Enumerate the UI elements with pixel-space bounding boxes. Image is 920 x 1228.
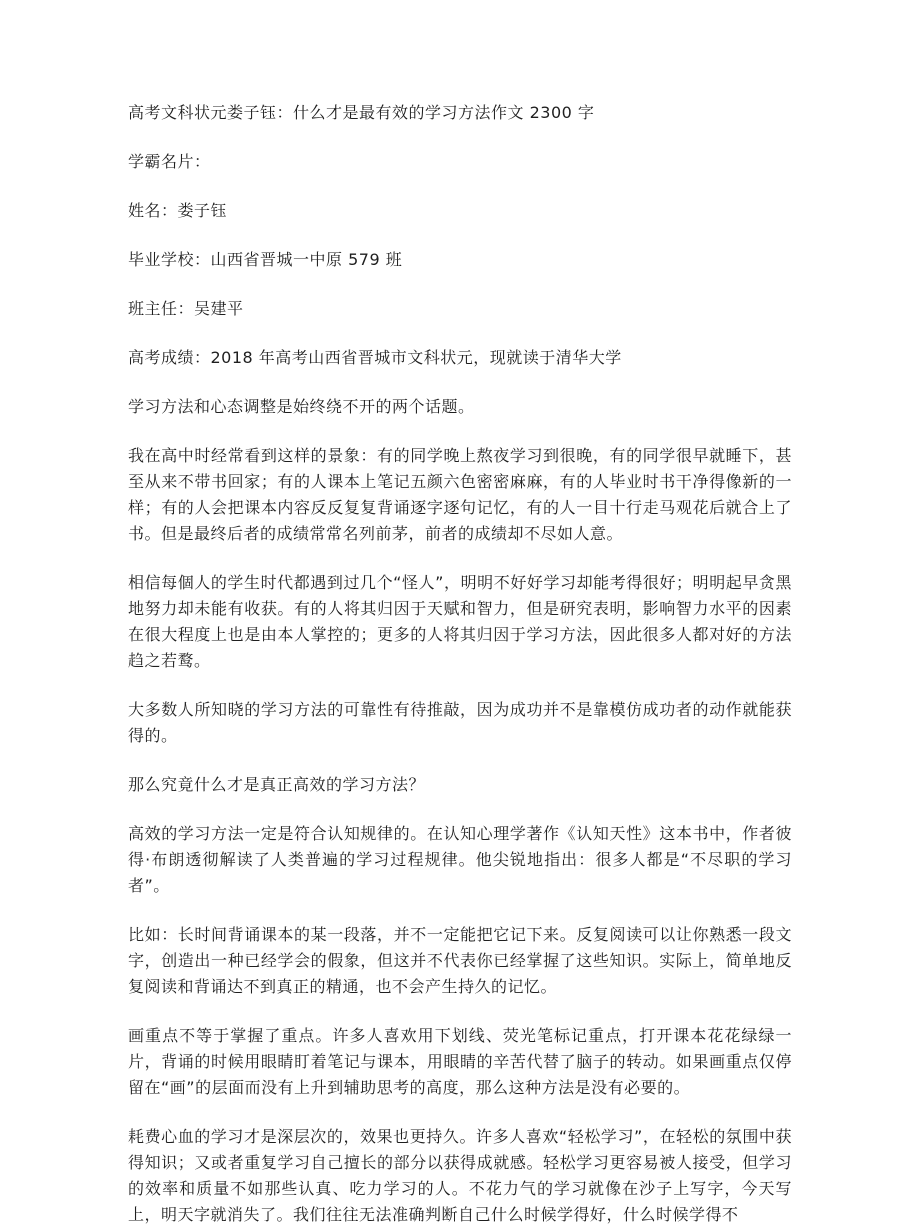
document-body xyxy=(128,100,792,1228)
paragraph: 学习方法和心态调整是始终绕不开的两个话题。 xyxy=(128,397,475,416)
paragraph: 相信每個人的学生时代都遇到过几个“怪人”，明明不好好学习却能考得很好；明明起早贪黑地努力却未能有收获。有的人将其归因于天赋和智力，但是研究表明，影响智力水平的因素在很大程度上也是由本人掌控的；更多的人将其归因于学习方法，因此很多人都对好的方法趋之若鹜。 xyxy=(128,573,792,670)
paragraph-name: 姓名：娄子钰 xyxy=(128,201,228,220)
paragraph: 高效的学习方法一定是符合认知规律的。在认知心理学著作《认知天性》这本书中，作者彼得·布朗透彻解读了人类普遍的学习过程规律。他尖锐地指出：很多人都是“不尽职的学习者”。 xyxy=(128,824,792,895)
document-title: 高考文科状元娄子钰：什么才是最有效的学习方法作文 2300 字 xyxy=(128,103,595,122)
paragraph-gaokao-score: 高考成绩：2018 年高考山西省晋城市文科状元，现就读于清华大学 xyxy=(128,348,622,367)
paragraph-profile-header: 学霸名片： xyxy=(128,152,211,171)
paragraph: 比如：长时间背诵课本的某一段落，并不一定能把它记下来。反复阅读可以让你熟悉一段文字，创造出一种已经学会的假象，但这并不代表你已经掌握了这些知识。实际上，简单地反复阅读和背诵达不到真正的精通，也不会产生持久的记忆。 xyxy=(128,925,792,996)
paragraph: 耗费心血的学习才是深层次的，效果也更持久。许多人喜欢“轻松学习”，在轻松的氛围中获得知识；又或者重复学习自己擅长的部分以获得成就感。轻松学习更容易被人接受，但学习的效率和质量不如那些认真、吃力学习的人。不花力气的学习就像在沙子上写字，今天写上，明天字就消失了。我们往往无法准确判断自己什么时候学得好，什么时候学得不 xyxy=(128,1127,792,1224)
paragraph: 那么究竟什么才是真正高效的学习方法？ xyxy=(128,775,426,794)
paragraph: 大多数人所知晓的学习方法的可靠性有待推敲，因为成功并不是靠模仿成功者的动作就能获得的。 xyxy=(128,700,792,745)
paragraph-head-teacher: 班主任：吴建平 xyxy=(128,299,244,318)
paragraph: 画重点不等于掌握了重点。许多人喜欢用下划线、荧光笔标记重点，打开课本花花绿绿一片，背诵的时候用眼睛盯着笔记与课本，用眼睛的辛苦代替了脑子的转动。如果画重点仅停留在“画”的层面而没有上升到辅助思考的高度，那么这种方法是没有必要的。 xyxy=(128,1026,792,1097)
paragraph: 我在高中时经常看到这样的景象：有的同学晚上熬夜学习到很晚，有的同学很早就睡下，甚至从来不带书回家；有的人课本上笔记五颜六色密密麻麻，有的人毕业时书干净得像新的一样；有的人会把课本内容反反复复背诵逐字逐句记忆，有的人一目十行走马观花后就合上了书。但是最终后者的成绩常常名列前茅，前者的成绩却不尽如人意。 xyxy=(128,446,792,543)
paragraph-school: 毕业学校：山西省晋城一中原 579 班 xyxy=(128,250,403,269)
